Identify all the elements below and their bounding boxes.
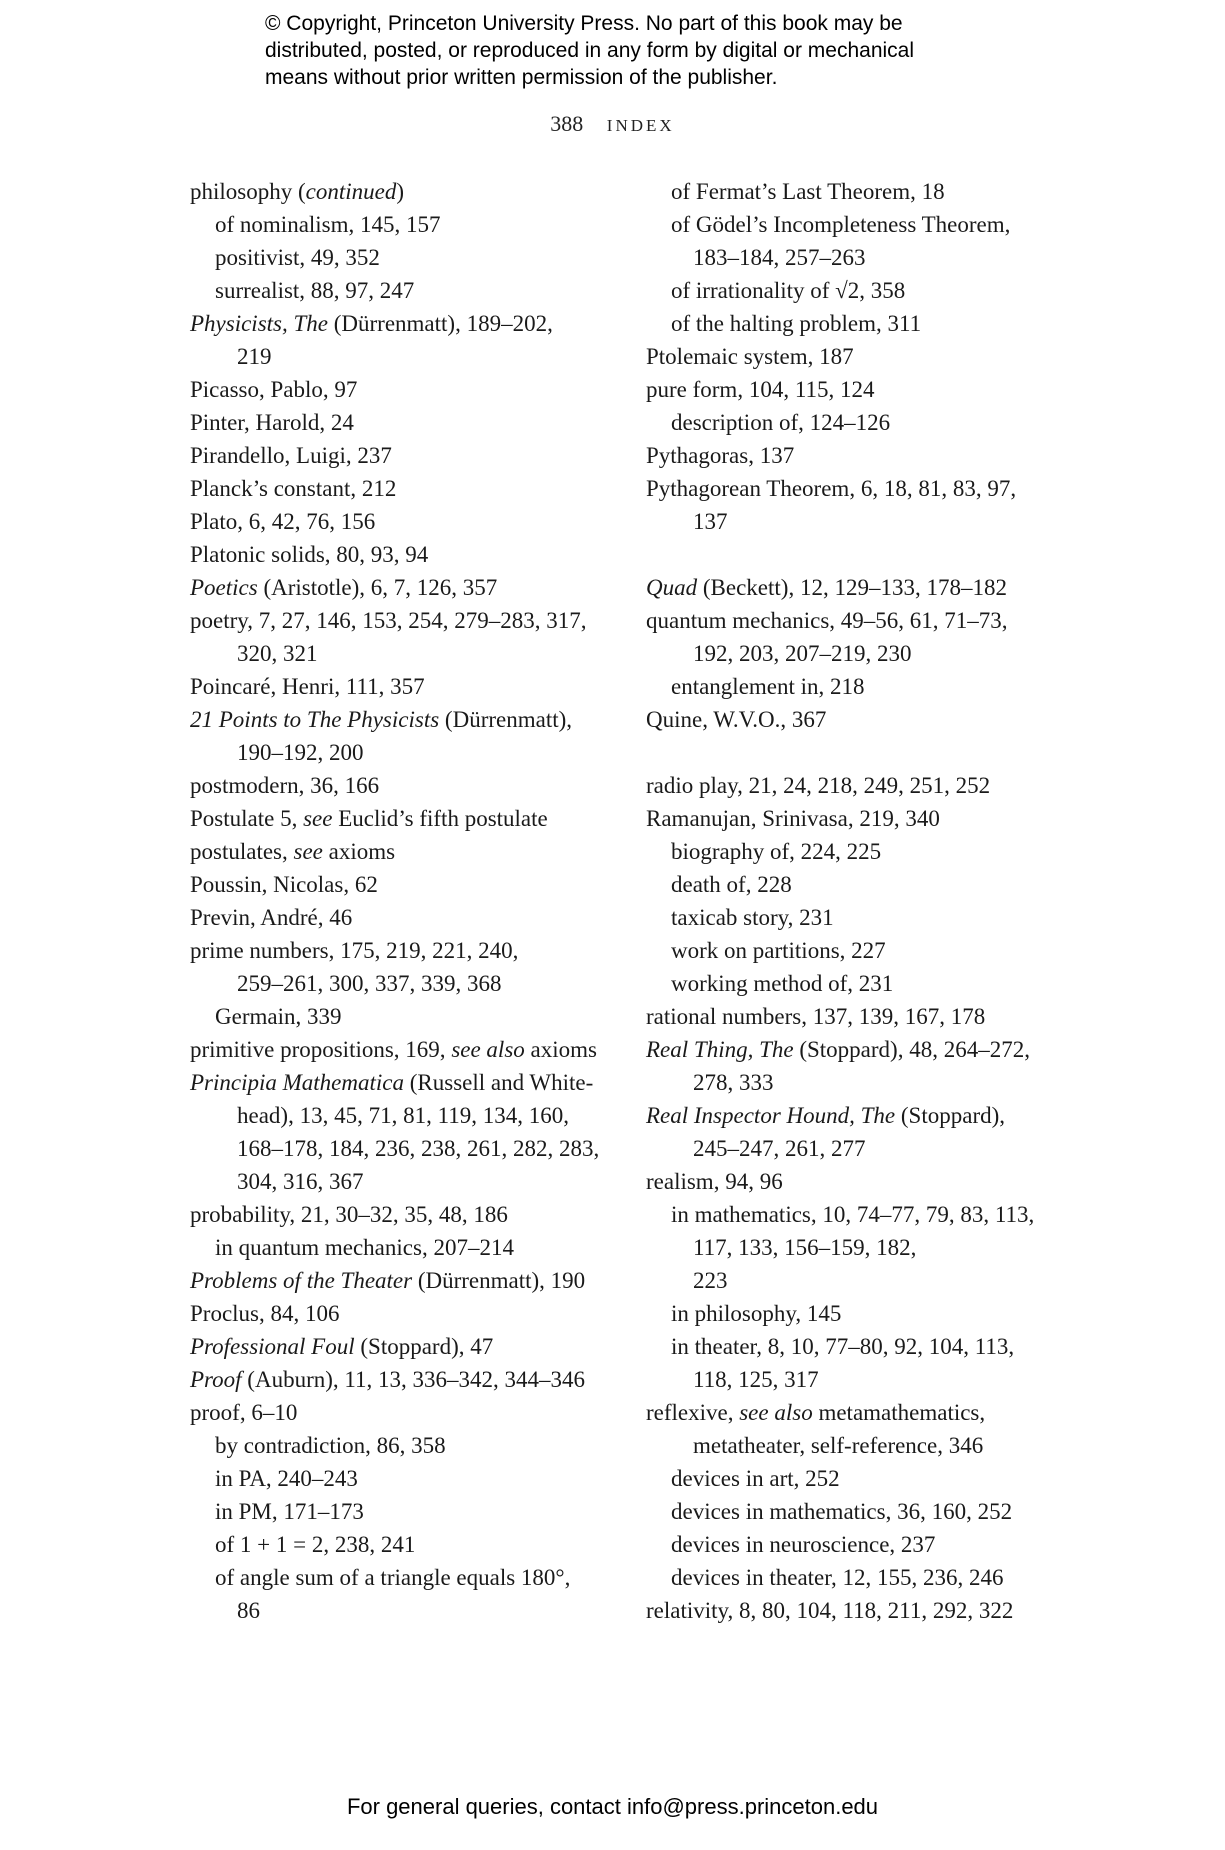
index-text: of angle sum of a triangle equals 180°, (215, 1565, 571, 1590)
copyright-line: distributed, posted, or reproduced in any form by digital or mechanical (265, 39, 915, 62)
index-title-italic: Quad (646, 575, 698, 600)
index-text: in PM, 171–173 (215, 1499, 364, 1524)
index-continuation (646, 505, 1076, 538)
index-text: positivist, 49, 352 (215, 245, 380, 270)
index-title-italic: see (303, 806, 333, 831)
index-subentry (646, 967, 1076, 1000)
index-entry (190, 439, 620, 472)
index-entry (190, 604, 620, 637)
index-text: 245–247, 261, 277 (693, 1136, 866, 1161)
index-text: reflexive, (646, 1400, 740, 1425)
index-text: (Stoppard), 47 (354, 1334, 494, 1359)
index-subentry (190, 1231, 620, 1264)
index-text: in theater, 8, 10, 77–80, 92, 104, 113, (671, 1334, 1015, 1359)
index-text: taxicab story, 231 (671, 905, 834, 930)
index-entry (646, 571, 1076, 604)
running-head (0, 111, 1225, 137)
index-continuation (190, 340, 620, 373)
index-text: surrealist, 88, 97, 247 (215, 278, 415, 303)
index-continuation (646, 637, 1076, 670)
index-subentry (646, 1528, 1076, 1561)
index-subentry (190, 208, 620, 241)
radicand: 2 (847, 278, 860, 303)
index-text: work on partitions, 227 (671, 938, 886, 963)
index-subentry (646, 868, 1076, 901)
index-entry (190, 373, 620, 406)
index-entry (646, 1594, 1076, 1627)
index-continuation (646, 1066, 1076, 1099)
index-title-italic: Problems of the Theater (190, 1268, 413, 1293)
index-text: Pythagoras, 137 (646, 443, 795, 468)
index-continuation (190, 1132, 620, 1165)
index-text: prime numbers, 175, 219, 221, 240, (190, 938, 519, 963)
index-subentry (646, 1297, 1076, 1330)
index-subentry (646, 1198, 1076, 1231)
index-subentry (646, 406, 1076, 439)
index-subentry (190, 1561, 620, 1594)
index-entry (190, 1033, 620, 1066)
index-title-italic: 21 Points to The Physicists (190, 707, 440, 732)
index-subentry (190, 241, 620, 274)
index-text: axioms (322, 839, 396, 864)
page-number: 388 (550, 111, 584, 136)
index-text: Germain, 339 (215, 1004, 342, 1029)
index-text: postmodern, 36, 166 (190, 773, 380, 798)
index-entry (190, 769, 620, 802)
index-entry (190, 802, 620, 835)
index-text: description of, 124–126 (671, 410, 891, 435)
index-text: rational numbers, 137, 139, 167, 178 (646, 1004, 986, 1029)
index-subentry (646, 1561, 1076, 1594)
index-text: in quantum mechanics, 207–214 (215, 1235, 514, 1260)
index-text: Pirandello, Luigi, 237 (190, 443, 392, 468)
index-text: Plato, 6, 42, 76, 156 (190, 509, 376, 534)
index-text: Previn, André, 46 (190, 905, 353, 930)
index-entry (646, 1099, 1076, 1132)
index-text: relativity, 8, 80, 104, 118, 211, 292, 322 (646, 1598, 1014, 1623)
index-continuation (646, 1363, 1076, 1396)
index-text: (Stoppard), 48, 264–272, (793, 1037, 1030, 1062)
index-entry (190, 1363, 620, 1396)
index-text: 190–192, 200 (237, 740, 364, 765)
index-text: 183–184, 257–263 (693, 245, 866, 270)
index-subentry (646, 835, 1076, 868)
index-text: Pythagorean Theorem, 6, 18, 81, 83, 97, (646, 476, 1017, 501)
footer-contact: For general queries, contact info@press.princeton.edu (346, 1794, 879, 1819)
index-continuation (646, 1231, 1076, 1264)
index-entry (190, 1330, 620, 1363)
index-entry (646, 1165, 1076, 1198)
index-entry (190, 1198, 620, 1231)
index-text: metamathematics, (812, 1400, 986, 1425)
index-title-italic: Physicists, The (190, 311, 328, 336)
index-title-italic: Professional Foul (190, 1334, 355, 1359)
index-text: postulates, (190, 839, 294, 864)
index-text: philosophy ( (190, 179, 306, 204)
index-text: Planck’s constant, 212 (190, 476, 397, 501)
index-text: head), 13, 45, 71, 81, 119, 134, 160, (237, 1103, 569, 1128)
index-entry (190, 703, 620, 736)
index-title-italic: Poetics (190, 575, 258, 600)
index-continuation (646, 1264, 1076, 1297)
index-title-italic: see (293, 839, 323, 864)
index-text: 278, 333 (693, 1070, 774, 1095)
index-text: Poincaré, Henri, 111, 357 (190, 674, 425, 699)
index-entry (190, 505, 620, 538)
index-text: death of, 228 (671, 872, 792, 897)
index-entry (190, 670, 620, 703)
index-entry (646, 769, 1076, 802)
index-subentry (646, 670, 1076, 703)
index-text: by contradiction, 86, 358 (215, 1433, 446, 1458)
index-text: quantum mechanics, 49–56, 61, 71–73, (646, 608, 1008, 633)
index-entry (646, 439, 1076, 472)
index-text: devices in mathematics, 36, 160, 252 (671, 1499, 1013, 1524)
index-text: proof, 6–10 (190, 1400, 298, 1425)
index-subentry (646, 208, 1076, 241)
index-text: pure form, 104, 115, 124 (646, 377, 875, 402)
index-text: devices in theater, 12, 155, 236, 246 (671, 1565, 1004, 1590)
index-spacer (646, 736, 1076, 769)
index-text: in mathematics, 10, 74–77, 79, 83, 113, (671, 1202, 1035, 1227)
index-text: (Dürrenmatt), 190 (412, 1268, 586, 1293)
index-continuation (646, 1132, 1076, 1165)
index-text: (Beckett), 12, 129–133, 178–182 (697, 575, 1007, 600)
index-continuation (646, 241, 1076, 274)
index-text: in PA, 240–243 (215, 1466, 358, 1491)
index-entry (646, 703, 1076, 736)
index-column-left (190, 175, 620, 1627)
index-text: (Russell and White- (404, 1070, 594, 1095)
index-text: 304, 316, 367 (237, 1169, 364, 1194)
index-text: entanglement in, 218 (671, 674, 865, 699)
index-continuation (190, 637, 620, 670)
index-text: (Dürrenmatt), (439, 707, 573, 732)
index-text: of nominalism, 145, 157 (215, 212, 441, 237)
index-entry (190, 835, 620, 868)
index-entry (190, 571, 620, 604)
index-text: Poussin, Nicolas, 62 (190, 872, 378, 897)
index-text: realism, 94, 96 (646, 1169, 783, 1194)
index-entry (190, 1396, 620, 1429)
index-entry (190, 538, 620, 571)
index-subentry (190, 274, 620, 307)
index-text: Ptolemaic system, 187 (646, 344, 854, 369)
index-entry (646, 1396, 1076, 1429)
index-subentry (190, 1462, 620, 1495)
index-entry (190, 1066, 620, 1099)
index-text: 223 (693, 1268, 728, 1293)
index-subentry (190, 1495, 620, 1528)
index-text: 86 (237, 1598, 260, 1623)
index-entry (190, 1297, 620, 1330)
index-column-right (646, 175, 1076, 1627)
index-title-italic: see also (739, 1400, 813, 1425)
index-entry (190, 868, 620, 901)
index-title-italic: continued (305, 179, 397, 204)
index-continuation (646, 1429, 1076, 1462)
index-entry (646, 340, 1076, 373)
index-text: metatheater, self-reference, 346 (693, 1433, 984, 1458)
index-text: , 358 (859, 278, 906, 303)
index-title-italic: Proof (190, 1367, 242, 1392)
index-continuation (190, 1099, 620, 1132)
index-text: Quine, W.V.O., 367 (646, 707, 827, 732)
index-text: 118, 125, 317 (693, 1367, 819, 1392)
index-entry (646, 802, 1076, 835)
index-title-italic: Real Thing, The (646, 1037, 794, 1062)
index-text: 259–261, 300, 337, 339, 368 (237, 971, 502, 996)
copyright-notice (265, 10, 1025, 91)
index-subentry (646, 1330, 1076, 1363)
index-continuation (190, 1594, 620, 1627)
index-subentry (646, 307, 1076, 340)
index-title-italic: see also (451, 1037, 525, 1062)
index-text: primitive propositions, 169, (190, 1037, 452, 1062)
index-entry (190, 406, 620, 439)
index-text: 192, 203, 207–219, 230 (693, 641, 912, 666)
index-entry (190, 307, 620, 340)
index-spacer (646, 538, 1076, 571)
index-text: 137 (693, 509, 728, 534)
index-continuation (190, 967, 620, 1000)
index-text: in philosophy, 145 (671, 1301, 842, 1326)
index-entry (190, 901, 620, 934)
section-title: INDEX (606, 116, 675, 135)
index-continuation (190, 736, 620, 769)
index-text: Picasso, Pablo, 97 (190, 377, 358, 402)
index-subentry (646, 934, 1076, 967)
index-text: of Gödel’s Incompleteness Theorem, (671, 212, 1011, 237)
index-text: 219 (237, 344, 272, 369)
index-entry (646, 604, 1076, 637)
index-continuation (190, 1165, 620, 1198)
index-entry (190, 934, 620, 967)
index-text: 168–178, 184, 236, 238, 261, 282, 283, (237, 1136, 600, 1161)
index-text: poetry, 7, 27, 146, 153, 254, 279–283, 317, (190, 608, 587, 633)
index-text: working method of, 231 (671, 971, 894, 996)
index-subentry (646, 901, 1076, 934)
index-text: Euclid’s fifth postulate (332, 806, 548, 831)
index-entry (646, 1033, 1076, 1066)
index-text: of Fermat’s Last Theorem, 18 (671, 179, 945, 204)
index-text: Proclus, 84, 106 (190, 1301, 340, 1326)
index-subentry (190, 1000, 620, 1033)
index-text: Pinter, Harold, 24 (190, 410, 354, 435)
index-text: biography of, 224, 225 (671, 839, 882, 864)
index-text: Platonic solids, 80, 93, 94 (190, 542, 429, 567)
index-text: devices in art, 252 (671, 1466, 840, 1491)
index-text: ) (396, 179, 405, 204)
index-text: probability, 21, 30–32, 35, 48, 186 (190, 1202, 508, 1227)
index-entry (190, 472, 620, 505)
index-subentry (646, 274, 1076, 307)
index-entry (190, 1264, 620, 1297)
index-title-italic: Principia Mathematica (190, 1070, 404, 1095)
copyright-line: means without prior written permission of the publisher. (265, 66, 778, 89)
index-text: axioms (524, 1037, 597, 1062)
index-text: (Auburn), 11, 13, 336–342, 344–346 (241, 1367, 586, 1392)
index-title-italic: Real Inspector Hound, The (646, 1103, 896, 1128)
index-text: 117, 133, 156–159, 182, (693, 1235, 917, 1260)
index-entry (190, 175, 620, 208)
index-text: (Dürrenmatt), 189–202, (328, 311, 553, 336)
index-text: devices in neuroscience, 237 (671, 1532, 936, 1557)
index-entry (646, 373, 1076, 406)
index-text: Postulate 5, (190, 806, 304, 831)
index-text: (Aristotle), 6, 7, 126, 357 (257, 575, 498, 600)
copyright-line: © Copyright, Princeton University Press. No part of this book may be (265, 12, 903, 35)
index-subentry (646, 175, 1076, 208)
index-subentry (646, 1462, 1076, 1495)
index-text: 320, 321 (237, 641, 318, 666)
index-text: Ramanujan, Srinivasa, 219, 340 (646, 806, 940, 831)
index-text: radio play, 21, 24, 218, 249, 251, 252 (646, 773, 991, 798)
index-entry (646, 1000, 1076, 1033)
index-text: of 1 + 1 = 2, 238, 241 (215, 1532, 416, 1557)
index-text: of irrationality of √ (671, 278, 848, 303)
index-entry (646, 472, 1076, 505)
index-subentry (190, 1528, 620, 1561)
index-subentry (646, 1495, 1076, 1528)
index-text: of the halting problem, 311 (671, 311, 922, 336)
index-subentry (190, 1429, 620, 1462)
index-text: (Stoppard), (895, 1103, 1006, 1128)
